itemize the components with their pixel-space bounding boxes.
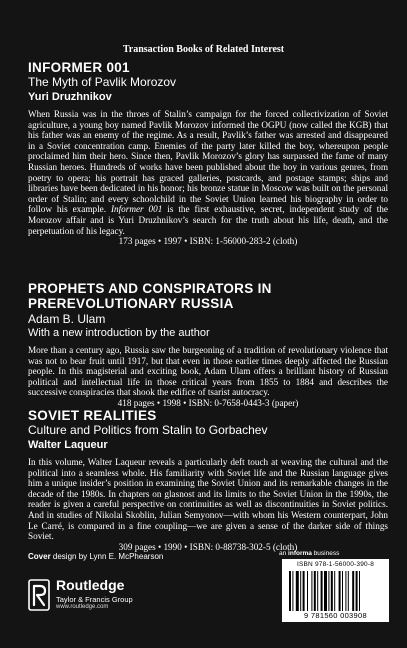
- cover-label: Cover: [28, 552, 51, 561]
- description-text: When Russia was in the throes of Stalin’s campaign for the forced collectivization of Soviet agriculture, a young boy named Pavlik Morozov informed the OGPU (now called the KGB) that his father was an enemy of the regime. As a result, Pavlik’s father was arrested and disappeared in a Soviet concentration camp. Enemies of the party later killed the boy, whereupon people proclaimed him their hero. Since then, Pavlik Morozov’s glory has surpassed the fame of many Russian heroes. Hundreds of works have been published about the boy in various genres, from poetry to opera; his portrait has graced galleries, postcards, and postage stamps; ships and libraries have been dedicated in his honor; his bronze statue in Moscow was built on the personal order of Stalin; and every schoolchild in the Soviet Union learned his biography in order to follow his example.: [28, 109, 388, 215]
- book-author: Yuri Druzhnikov: [28, 91, 112, 103]
- book-description: In this volume, Walter Laqueur reveals a particularly deft touch at weaving the cultural and the political into a seamless whole. His familiarity with Soviet life and the Russian language gives him a unique insider’s position in examining the Soviet Union and its remarkable changes in the decade of the 1980s. In chapters on glasnost and its limits to the Soviet Union in the 1990s, the reader is given a careful perspective on continuities as well as discontinuities in Soviet politics. And in studies of Nikolai Skoblin, Julian Semyonov—with whom his Western counterpart, John Le Carré, is compared in a fine coupling—we are given a sense of the darker side of things Soviet.: [28, 457, 388, 542]
- publisher-url: www.routledge.com: [56, 604, 109, 610]
- barcode-bar: [359, 571, 360, 611]
- barcode-bar: [303, 571, 305, 611]
- barcode-bar: [307, 571, 308, 611]
- barcode-icon: [289, 571, 383, 611]
- book-entry-soviet-realities: [28, 408, 388, 553]
- barcode-bar: [352, 571, 354, 611]
- book-title-line-1: PROPHETS AND CONSPIRATORS IN: [28, 281, 272, 296]
- barcode-bar: [342, 571, 343, 611]
- routledge-logo-icon: [28, 579, 50, 611]
- book-meta: 418 pages • 1998 • ISBN: 0-7658-0443-3 (paper): [117, 397, 299, 408]
- book-title: INFORMER 001: [28, 60, 130, 75]
- barcode-bar: [314, 571, 316, 611]
- book-meta: 173 pages • 1997 • ISBN: 1-56000-283-2 (cloth): [118, 236, 298, 247]
- book-description: More than a century ago, Russia saw the burgeoning of a tradition of revolutionary violence that was not to bear fruit until 1917, but that even in those earlier times deeply affected the Russian people. In this magisterial and exciting book, Adam Ulam offers a brilliant history of Russian political and intellectual life in those critical years from 1855 to 1884 and describes the successive conspiracies that shook the edifice of tsarist autocracy.: [28, 345, 388, 398]
- barcode-bar: [328, 571, 329, 611]
- barcode-bar: [324, 571, 327, 611]
- book-author: Adam B. Ulam: [28, 312, 106, 326]
- barcode-bar: [317, 571, 318, 611]
- business-suffix: business: [311, 550, 340, 557]
- barcode-bar: [300, 571, 301, 611]
- barcode-bar: [311, 571, 312, 611]
- book-subtitle: Culture and Politics from Stalin to Gorbachev: [28, 423, 268, 437]
- book-author: Walter Laqueur: [28, 439, 108, 451]
- barcode-bar: [321, 571, 323, 611]
- barcode-bar: [292, 571, 293, 611]
- barcode-bar: [334, 571, 335, 611]
- publisher-block: [28, 577, 158, 617]
- description-italic-title: Informer 001: [110, 204, 163, 215]
- barcode-digits: 9 781560 003908: [304, 611, 367, 620]
- isbn-text: ISBN 978-1-56000-390-8: [296, 561, 375, 568]
- barcode-bar: [339, 571, 341, 611]
- barcode-bar: [348, 571, 349, 611]
- book-entry-informer: [28, 60, 388, 247]
- business-brand: informa: [288, 550, 312, 557]
- book-meta: 309 pages • 1990 • ISBN: 0-88738-302-5 (cloth): [118, 541, 298, 552]
- cover-designer: design by Lynn E. McPhearson: [50, 552, 164, 561]
- barcode-bar: [296, 571, 299, 611]
- cover-credit: [28, 552, 163, 561]
- series-heading: Transaction Books of Related Interest: [122, 44, 285, 55]
- barcode-bar: [289, 571, 291, 611]
- barcode-panel: [282, 559, 389, 622]
- description-text: is the first exhaustive, secret, independent study of the Morozov affair and is Yuri Druzhnikov’s search for the truth about his life, death, and the perpetuation of his legacy.: [28, 204, 388, 236]
- informa-business-tag: [279, 550, 339, 557]
- publisher-group: Taylor & Francis Group: [56, 595, 133, 604]
- barcode-bar: [356, 571, 358, 611]
- book-subtitle: The Myth of Pavlik Morozov: [28, 75, 177, 89]
- business-prefix: an: [279, 550, 289, 557]
- book-note: With a new introduction by the author: [28, 327, 210, 339]
- book-title: SOVIET REALITIES: [28, 408, 157, 423]
- barcode-bar: [345, 571, 346, 611]
- book-description: [28, 109, 388, 236]
- book-entry-prophets: [28, 281, 388, 409]
- book-title-line-2: PREREVOLUTIONARY RUSSIA: [28, 296, 234, 311]
- publisher-name: Routledge: [56, 577, 125, 593]
- barcode-bar: [331, 571, 333, 611]
